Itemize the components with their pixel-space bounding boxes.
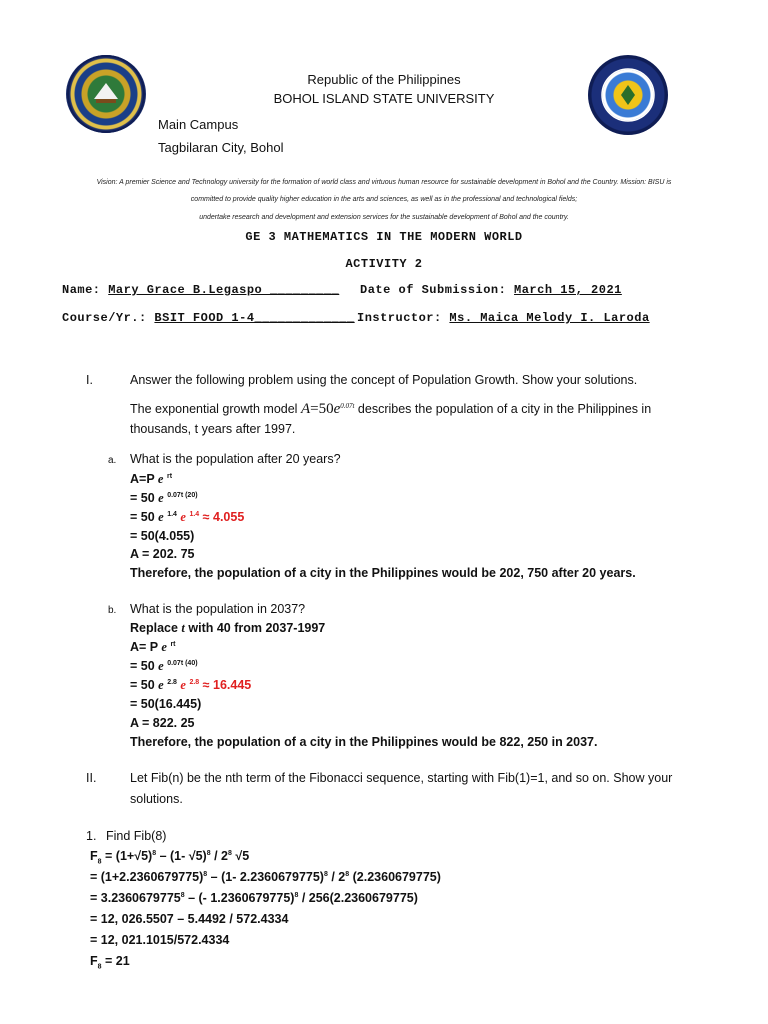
a-step-2	[130, 491, 198, 506]
b-s3-red-e: e	[180, 678, 186, 692]
b-s3-red-val: ≈ 16.445	[199, 678, 252, 692]
model-eq: =50	[310, 401, 334, 417]
date-label: Date of Submission:	[360, 283, 507, 297]
question-1-number: 1.	[86, 829, 97, 843]
course-row	[62, 311, 355, 325]
instructor-label: Instructor:	[357, 311, 442, 325]
b-replace-pre: Replace	[130, 621, 182, 635]
a-step-5: A = 202. 75	[130, 547, 195, 561]
b-s1-pre: A= P	[130, 640, 162, 654]
a-s3-e: e	[158, 510, 164, 524]
part1-instruction: Answer the following problem using the concept of Population Growth. Show your solutions.	[130, 373, 638, 387]
question-b-letter: b.	[108, 605, 117, 616]
b-step-5: A = 822. 25	[130, 716, 195, 730]
a-s1-exp: rt	[166, 472, 173, 480]
f2-a: = (1+2.2360679775)	[90, 870, 204, 884]
f1-b: – (1- √5)	[156, 849, 207, 863]
b-s3-pre: = 50	[130, 678, 159, 692]
f6-F: F	[90, 954, 98, 968]
header-campus: Main Campus	[158, 117, 239, 132]
vision-line-2: committed to provide quality higher education in the arts and sciences, as well as in the professional and technological fields;	[190, 196, 578, 203]
header-university: BOHOL ISLAND STATE UNIVERSITY	[273, 91, 495, 106]
b-s2-e: e	[158, 659, 164, 673]
question-1: Find Fib(8)	[106, 829, 167, 843]
instructor-value: Ms. Maica Melody I. Laroda	[449, 311, 650, 325]
f2-b: – (1- 2.2360679775)	[207, 870, 324, 884]
f1-d: √5	[231, 849, 250, 863]
part1-numeral: I.	[86, 373, 93, 387]
a-s1-e: e	[157, 472, 164, 486]
a-s3-red-val: ≈ 4.055	[199, 510, 245, 524]
vision-line-3: undertake research and development and extension services for the sustainable development of Bohol and the country.	[199, 214, 569, 221]
a-s3-exp: 1.4	[167, 510, 177, 518]
a-s2-e: e	[158, 491, 164, 505]
f3-a-sup: 8	[180, 891, 185, 899]
a-s1-pre: A=P	[130, 472, 158, 486]
course-label: Course/Yr.:	[62, 311, 147, 325]
question-a: What is the population after 20 years?	[130, 452, 341, 466]
name-row	[62, 283, 339, 297]
b-step-1	[130, 640, 176, 655]
fib-step-1	[90, 849, 249, 866]
model-exp: 0.07t	[340, 401, 355, 410]
model-pre: The exponential growth model	[130, 402, 301, 416]
b-s2-exp: 0.07t (40)	[167, 659, 198, 667]
f1-F: F	[90, 849, 98, 863]
fib-step-2	[90, 870, 441, 884]
b-step-3	[130, 678, 251, 693]
f6-sub: 8	[97, 963, 102, 971]
fib-step-5: = 12, 021.1015/572.4334	[90, 933, 230, 947]
b-replace	[130, 621, 325, 636]
name-value: Mary Grace B.Legaspo _________	[108, 283, 340, 297]
f3-b: – (- 1.2360679775)	[184, 891, 295, 905]
b-s1-exp: rt	[170, 640, 176, 648]
course-title: GE 3 MATHEMATICS IN THE MODERN WORLD	[245, 230, 523, 244]
f6-rest: = 21	[101, 954, 130, 968]
a-s3-red-e: e	[180, 510, 186, 524]
f3-c: / 256(2.2360679775)	[298, 891, 418, 905]
growth-model-line	[130, 401, 651, 418]
growth-model-line2: thousands, t years after 1997.	[130, 422, 296, 436]
b-s3-exp: 2.8	[167, 678, 177, 686]
b-replace-t: t	[181, 621, 185, 635]
fib-step-6	[90, 954, 130, 971]
date-value: March 15, 2021	[514, 283, 622, 297]
b-replace-post: with 40 from 2037-1997	[184, 621, 326, 635]
a-conclusion: Therefore, the population of a city in the Philippines would be 202, 750 after 20 years.	[130, 566, 636, 580]
f2-a-sup: 8	[203, 870, 208, 878]
date-row	[360, 283, 622, 297]
f1-c-sup: 8	[228, 849, 232, 857]
model-e: e	[333, 401, 341, 417]
b-s3-e: e	[158, 678, 164, 692]
b-s1-e: e	[161, 640, 167, 654]
a-step-4: = 50(4.055)	[130, 529, 195, 543]
header-republic: Republic of the Philippines	[307, 72, 461, 87]
a-step-1	[130, 472, 172, 487]
question-a-letter: a.	[108, 455, 117, 466]
a-s2-exp: 0.07t (20)	[167, 491, 198, 499]
f1-a-sup: 8	[152, 849, 157, 857]
part2-numeral: II.	[86, 771, 97, 785]
instructor-row	[357, 311, 650, 325]
f1-c: / 2	[210, 849, 228, 863]
b-conclusion: Therefore, the population of a city in the Philippines would be 822, 250 in 2037.	[130, 735, 598, 749]
b-s2-pre: = 50	[130, 659, 159, 673]
f3-b-sup: 8	[294, 891, 299, 899]
f2-c-sup: 8	[345, 870, 350, 878]
vision-line-1: Vision: A premier Science and Technology university for the formation of world class and virtuous human resource for sustainable development in Bohol and the Country. Mission: BISU is	[96, 179, 672, 186]
f2-d: (2.2360679775)	[349, 870, 441, 884]
f1-sub: 8	[97, 858, 102, 866]
f2-b-sup: 8	[323, 870, 328, 878]
name-label: Name:	[62, 283, 101, 297]
a-s3-red-exp: 1.4	[189, 510, 200, 518]
b-step-2	[130, 659, 198, 674]
fib-step-4: = 12, 026.5507 – 5.4492 / 572.4334	[90, 912, 289, 926]
question-b: What is the population in 2037?	[130, 602, 306, 616]
f3-a: = 3.2360679775	[90, 891, 181, 905]
b-s3-red-exp: 2.8	[189, 678, 200, 686]
f2-c: / 2	[327, 870, 346, 884]
part2-instruction-1: Let Fib(n) be the nth term of the Fibonacci sequence, starting with Fib(1)=1, and so on. Show your	[130, 771, 673, 785]
activity-title: ACTIVITY 2	[345, 257, 423, 271]
fib-step-3	[90, 891, 418, 905]
b-step-4: = 50(16.445)	[130, 697, 202, 711]
a-s2-pre: = 50	[130, 491, 159, 505]
f1-a: = (1+√5)	[101, 849, 153, 863]
a-step-3	[130, 510, 244, 525]
model-A: A	[300, 401, 311, 417]
course-value: BSIT FOOD 1-4_____________	[154, 311, 355, 325]
f1-b-sup: 8	[206, 849, 211, 857]
header-city: Tagbilaran City, Bohol	[158, 140, 284, 155]
model-post: describes the population of a city in the Philippines in	[354, 402, 652, 416]
part2-instruction-2: solutions.	[130, 792, 183, 806]
a-s3-pre: = 50	[130, 510, 159, 524]
